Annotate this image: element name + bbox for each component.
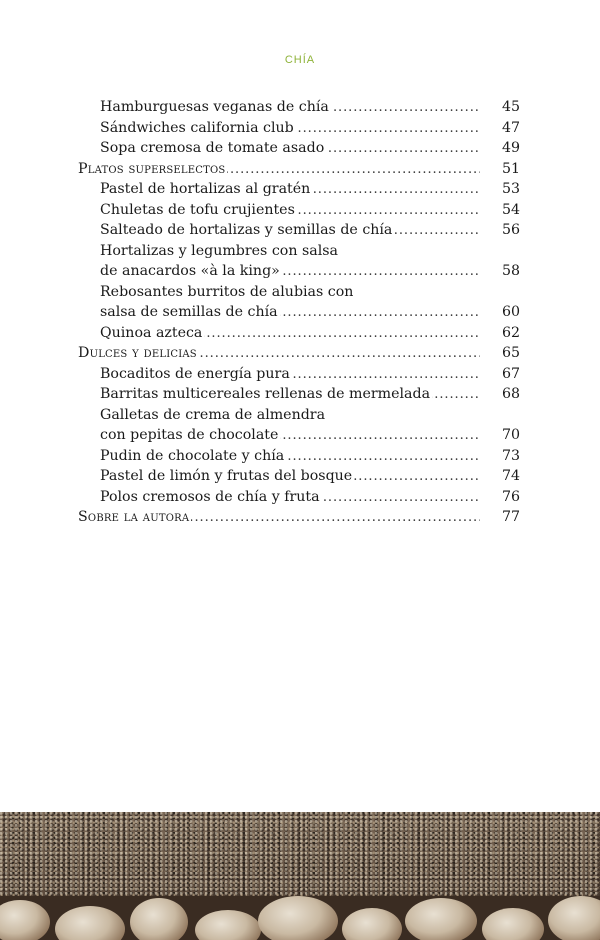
- toc-page-number: 73: [501, 447, 520, 464]
- toc-entry[interactable]: [100, 323, 480, 343]
- toc-page-number: 58: [501, 263, 520, 279]
- toc-entry[interactable]: [100, 466, 480, 486]
- beans-photo: [0, 896, 600, 940]
- toc-entry-title: Salteado de hortalizas y semillas de chía: [100, 222, 393, 238]
- toc-entry-title: Quinoa azteca: [100, 324, 203, 341]
- toc-section-title: Sobre la autora: [78, 509, 190, 525]
- toc-entry[interactable]: [100, 179, 480, 199]
- toc-section[interactable]: [78, 159, 480, 179]
- toc-entry-title: Pastel de limón y frutas del bosque: [100, 468, 353, 484]
- chia-seeds-photo: [0, 812, 600, 896]
- running-head: CHÍA: [284, 54, 316, 66]
- toc-entry-title: Chuletas de tofu crujientes: [100, 201, 295, 218]
- toc-entry[interactable]: [100, 425, 480, 445]
- toc-entry[interactable]: [100, 302, 480, 322]
- toc-entry-title-line1: Hortalizas y legumbres con salsa: [100, 242, 338, 259]
- toc-entry[interactable]: [100, 364, 480, 384]
- toc-page-number: 74: [501, 468, 520, 484]
- toc-entry[interactable]: [100, 261, 480, 281]
- toc-page-number: 60: [501, 304, 520, 320]
- toc-entry[interactable]: [100, 446, 480, 466]
- toc-entry[interactable]: [100, 487, 480, 507]
- toc-entry-title-line1: Galletas de crema de almendra: [100, 406, 326, 423]
- toc-section[interactable]: [78, 343, 480, 363]
- toc-entry-title: Pudin de chocolate y chía: [100, 447, 285, 464]
- toc-page-number: 54: [501, 201, 520, 218]
- toc-page-number: 56: [501, 222, 520, 238]
- toc-entry-title: con pepitas de chocolate: [100, 427, 279, 443]
- toc-entry-title: Polos cremosos de chía y fruta: [100, 488, 320, 505]
- toc-page-number: 47: [501, 119, 520, 136]
- toc-entry[interactable]: [100, 384, 480, 404]
- toc-entry[interactable]: [100, 220, 480, 240]
- toc-entry-title: Barritas multicereales rellenas de mermelada: [100, 386, 431, 402]
- toc-entry-title: Pastel de hortalizas al gratén: [100, 181, 311, 197]
- toc-entry[interactable]: [100, 200, 480, 220]
- toc-entry-title: Sopa cremosa de tomate asado: [100, 140, 325, 156]
- toc-page-number: 45: [501, 99, 520, 115]
- toc-entry-title: de anacardos «à la king»: [100, 263, 280, 279]
- toc-entry-title-line1: Rebosantes burritos de alubias con: [100, 283, 354, 300]
- toc-entry[interactable]: [100, 138, 480, 158]
- toc-page-number: 68: [501, 386, 520, 402]
- toc-page-number: 70: [501, 427, 520, 443]
- toc-entry-title: Bocaditos de energía pura: [100, 365, 290, 382]
- toc-page-number: 65: [501, 345, 520, 361]
- toc-page-number: 67: [501, 365, 520, 382]
- toc-section-title: Platos superselectos: [78, 160, 226, 177]
- toc-entry[interactable]: [100, 97, 480, 117]
- toc-page-number: 53: [501, 181, 520, 197]
- toc-entry-title: Sándwiches california club: [100, 119, 294, 136]
- toc-page-number: 76: [501, 488, 520, 505]
- toc-page-number: 62: [501, 324, 520, 341]
- toc-section[interactable]: [78, 507, 480, 527]
- toc-entry-title: salsa de semillas de chía: [100, 304, 278, 320]
- toc-page-number: 51: [501, 160, 520, 177]
- toc-section-title: Dulces y delicias: [78, 345, 197, 361]
- toc-page-number: 49: [501, 140, 520, 156]
- toc-entry[interactable]: [100, 118, 480, 138]
- toc-page-number: 77: [501, 509, 520, 525]
- toc-entry-title: Hamburguesas veganas de chía: [100, 99, 329, 115]
